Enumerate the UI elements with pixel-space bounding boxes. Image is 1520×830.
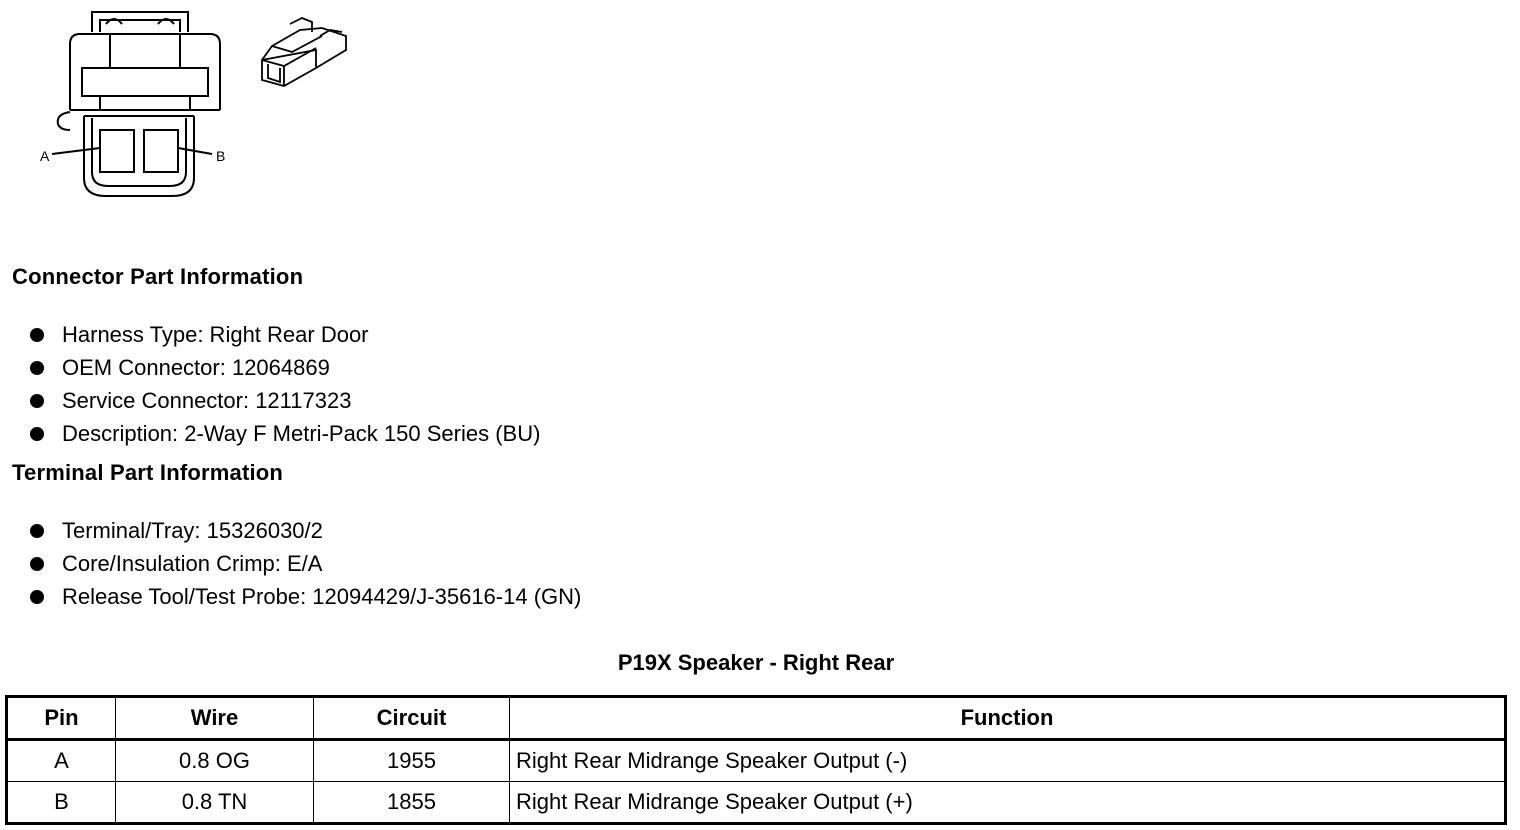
list-item <box>28 417 540 450</box>
connector-part-info-list <box>28 318 540 450</box>
list-item-text: Harness Type: Right Rear Door <box>62 322 369 347</box>
list-item-text: Release Tool/Test Probe: 12094429/J-35616-14 (GN) <box>62 584 582 609</box>
cell-function: Right Rear Midrange Speaker Output (+) <box>510 782 1506 824</box>
header-pin: Pin <box>7 697 116 740</box>
header-function: Function <box>510 697 1506 740</box>
bullet-icon <box>30 524 44 538</box>
cell-pin: A <box>7 740 116 782</box>
cell-wire: 0.8 OG <box>116 740 314 782</box>
bullet-icon <box>30 427 44 441</box>
connector-diagram <box>30 6 360 206</box>
cell-circuit: 1855 <box>314 782 510 824</box>
list-item-text: Description: 2-Way F Metri-Pack 150 Series (BU) <box>62 421 541 446</box>
list-item-text: Terminal/Tray: 15326030/2 <box>62 518 323 543</box>
list-item-text: OEM Connector: 12064869 <box>62 355 330 380</box>
cell-wire: 0.8 TN <box>116 782 314 824</box>
list-item <box>28 547 581 580</box>
bullet-icon <box>30 590 44 604</box>
bullet-icon <box>30 557 44 571</box>
list-item <box>28 580 581 613</box>
cell-pin: B <box>7 782 116 824</box>
list-item-text: Core/Insulation Crimp: E/A <box>62 551 323 576</box>
cell-function: Right Rear Midrange Speaker Output (-) <box>510 740 1506 782</box>
pin-table-title: P19X Speaker - Right Rear <box>617 650 895 675</box>
cell-circuit: 1955 <box>314 740 510 782</box>
list-item-text: Service Connector: 12117323 <box>62 388 352 413</box>
terminal-part-info-list <box>28 514 581 613</box>
connector-part-info-heading: Connector Part Information <box>12 264 304 289</box>
table-row <box>7 782 1506 824</box>
connector-face-drawing <box>52 12 220 196</box>
list-item <box>28 318 540 351</box>
list-item <box>28 351 540 384</box>
header-wire: Wire <box>116 697 314 740</box>
bullet-icon <box>30 394 44 408</box>
table-header-row <box>7 697 1506 740</box>
header-circuit: Circuit <box>314 697 510 740</box>
pin-label-b: B <box>216 148 226 164</box>
pin-label-group <box>40 148 225 164</box>
terminal-part-info-heading: Terminal Part Information <box>12 460 284 485</box>
pin-table <box>5 695 1507 825</box>
bullet-icon <box>30 361 44 375</box>
table-row <box>7 740 1506 782</box>
list-item <box>28 384 540 417</box>
bullet-icon <box>30 328 44 342</box>
pin-label-a: A <box>40 148 50 164</box>
terminal-iso-drawing <box>262 18 346 86</box>
list-item <box>28 514 581 547</box>
